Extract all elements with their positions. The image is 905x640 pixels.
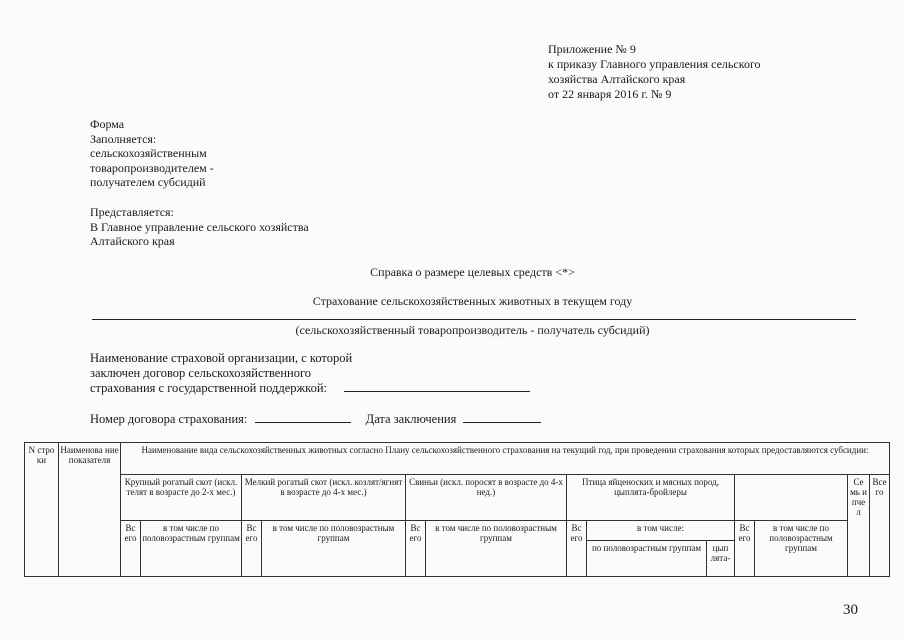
pigs-total: Вс его: [406, 521, 426, 577]
form-line: Форма: [90, 117, 125, 131]
document-title: Справка о размере целевых средств <*>: [370, 265, 575, 279]
cattle-total: Вс его: [121, 521, 141, 577]
form-line: сельскохозяйственным: [90, 146, 207, 160]
contract-row: [90, 412, 541, 427]
contract-number-label: Номер договора страхования:: [90, 412, 248, 426]
contract-date-label: Дата заключения: [365, 412, 457, 426]
insurer-line: Наименование страховой организации, с которой: [90, 351, 353, 365]
poultry-chicks: цып лята-: [707, 541, 735, 577]
cattle-incl: в том числе по половозрастным группам: [141, 521, 242, 577]
contract-date-field[interactable]: [463, 422, 541, 423]
poultry-total: Вс его: [567, 521, 587, 577]
col-row-number: N стро ки: [25, 443, 59, 577]
insurer-line: страхования с государственной поддержкой:: [90, 381, 327, 395]
submit-line: Алтайского края: [90, 234, 175, 248]
header-total: Все го: [870, 475, 890, 577]
producer-underline: [92, 319, 856, 320]
insurer-block: [90, 351, 530, 396]
submit-line: В Главное управление сельского хозяйства: [90, 219, 309, 234]
contract-number-field[interactable]: [255, 422, 351, 423]
appendix-line: к приказу Главного управления сельского: [548, 57, 761, 71]
small-cattle-incl: в том числе по половозрастным группам: [262, 521, 406, 577]
appendix-line: Приложение № 9: [548, 42, 636, 56]
form-line: получателем субсидий: [90, 175, 206, 189]
submit-block: [90, 205, 309, 249]
poultry-incl: в том числе:: [587, 521, 735, 541]
appendix-line: хозяйства Алтайского края: [548, 72, 686, 86]
header-animal-types: Наименование вида сельскохозяйственных животных согласно Плану сельскохозяйственного страхования на текущий год, при проведении страхования которых предоставляются субсидии:: [121, 443, 890, 475]
header-cattle: Крупный рогатый скот (искл. телят в возрасте до 2-х мес.): [121, 475, 242, 521]
subsidy-table: [24, 442, 890, 577]
col-indicator-name: Наименова ние показателя: [59, 443, 121, 577]
header-pigs: Свиньи (искл. поросят в возрасте до 4-х нед.): [406, 475, 567, 521]
page-number: 30: [843, 602, 858, 618]
insurer-name-field[interactable]: [344, 391, 530, 392]
header-small-cattle: Мелкий рогатый скот (искл. козлят/ягнят в возрасте до 4-х мес.): [242, 475, 406, 521]
pigs-incl: в том числе по половозрастным группам: [426, 521, 567, 577]
document-subtitle: Страхование сельскохозяйственных животных в текущем году: [312, 294, 633, 308]
form-line: Заполняется:: [90, 131, 157, 146]
poultry-by-age: по половозрастным группам: [587, 541, 707, 577]
insurer-line: заключен договор сельскохозяйственного: [90, 366, 312, 380]
header-other: [735, 475, 848, 521]
header-bee-families: Се мь и пче л: [848, 475, 870, 577]
producer-caption: (сельскохозяйственный товаропроизводитель - получатель субсидий): [295, 323, 650, 337]
appendix-line: от 22 января 2016 г. № 9: [548, 87, 672, 101]
form-line: товаропроизводителем -: [90, 160, 214, 175]
header-poultry: Птица яйценоских и мясных пород, цыплята-бройлеры: [567, 475, 735, 521]
other-incl: в том числе по половозрастным группам: [755, 521, 848, 577]
appendix-block: [548, 42, 761, 102]
small-cattle-total: Вс его: [242, 521, 262, 577]
other-total: Вс его: [735, 521, 755, 577]
form-block: [90, 117, 214, 190]
submit-line: Представляется:: [90, 205, 174, 219]
